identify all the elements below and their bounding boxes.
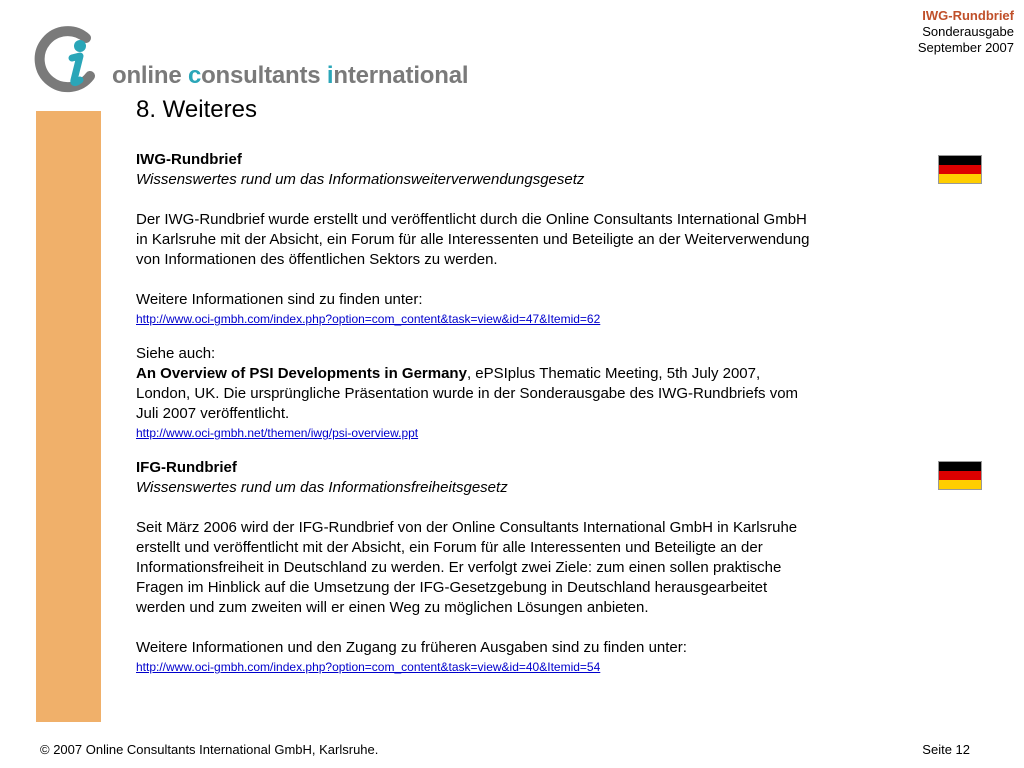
germany-flag-icon <box>938 461 982 490</box>
sidebar-accent-bar <box>36 111 101 722</box>
ifg-link[interactable]: http://www.oci-gmbh.com/index.php?option=com_content&task=view&id=40&Itemid=54 <box>136 660 601 674</box>
footer <box>40 742 970 758</box>
newsletter-date: September 2007 <box>917 40 1014 55</box>
iwg-body: Der IWG-Rundbrief wurde erstellt und veröffentlicht durch die Online Consultants International GmbH in Karlsruhe mit der Absicht, ein Forum für alle Interessenten und Beteiligte an der Weiterverwendung von Informationen des öffentlichen Sektors zu werden. <box>136 211 810 268</box>
copyright: © 2007 Online Consultants International GmbH, Karlsruhe. <box>40 742 379 757</box>
oci-logo-icon <box>34 24 106 96</box>
iwg-section <box>136 150 906 442</box>
page-number: Seite 12 <box>922 742 970 757</box>
germany-flag-icon <box>938 155 982 184</box>
iwg-title: IWG-Rundbrief <box>136 151 242 168</box>
oci-logo <box>34 24 474 96</box>
see-also-label: Siehe auch: <box>136 345 216 362</box>
page-title: 8. Weiteres <box>136 96 257 123</box>
logo-wordmark: online consultants international <box>112 62 469 89</box>
ifg-section <box>136 458 906 676</box>
overview-link[interactable]: http://www.oci-gmbh.net/themen/iwg/psi-overview.ppt <box>136 426 419 440</box>
overview-text: An Overview of PSI Developments in Germany, ePSIplus Thematic Meeting, 5th July 2007, London, UK. Die ursprüngliche Präsentation wurde in der Sonderausgabe des IWG-Rundbriefs vom Juli 2007 veröffentlicht. <box>136 365 799 422</box>
newsletter-info <box>918 8 1014 56</box>
ifg-body: Seit März 2006 wird der IFG-Rundbrief von der Online Consultants International GmbH in Karlsruhe erstellt und veröffentlicht mit der Absicht, ein Forum für alle Interessenten und Beteiligte an der Informationsfreiheit in Deutschland zu werden. Er verfolgt zwei Ziele: zum einen sollen praktische Fragen im Hinblick auf die Umsetzung der IFG-Gesetzgebung in Deutschland herausgearbeitet werden und zum zweiten will er einen Weg zu möglichen Lösungen anbieten. <box>136 519 798 616</box>
ifg-title: IFG-Rundbrief <box>136 459 237 476</box>
ifg-subtitle: Wissenswertes rund um das Informationsfreiheitsgesetz <box>136 479 508 496</box>
iwg-link[interactable]: http://www.oci-gmbh.com/index.php?option=com_content&task=view&id=47&Itemid=62 <box>136 312 601 326</box>
newsletter-series: IWG-Rundbrief <box>922 8 1014 23</box>
iwg-more-info: Weitere Informationen sind zu finden unter: <box>136 291 423 308</box>
overview-title: An Overview of PSI Developments in Germany <box>136 365 467 382</box>
newsletter-edition: Sonderausgabe <box>922 24 1014 39</box>
ifg-more-info: Weitere Informationen und den Zugang zu früheren Ausgaben sind zu finden unter: <box>136 639 687 656</box>
iwg-subtitle: Wissenswertes rund um das Informationsweiterverwendungsgesetz <box>136 171 585 188</box>
main-content <box>136 96 906 676</box>
